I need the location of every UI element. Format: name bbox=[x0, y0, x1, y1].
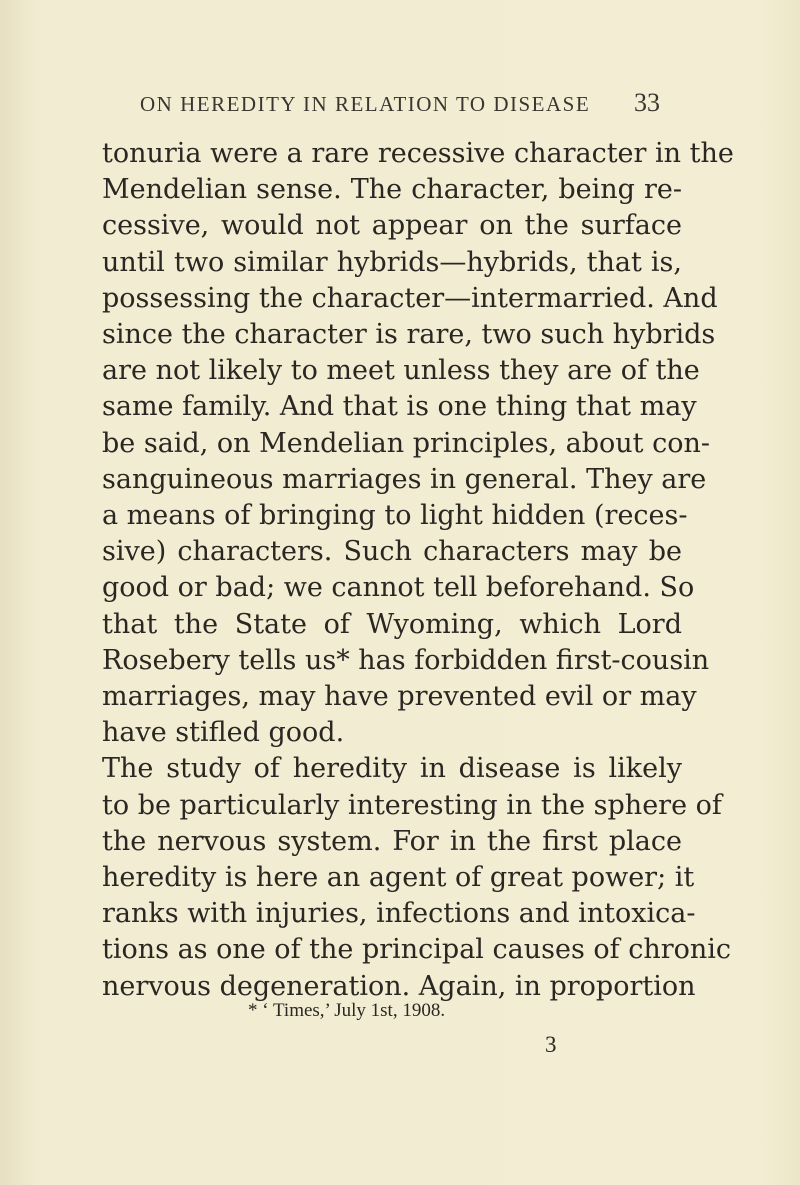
text-line: marriages, may have prevented evil or may bbox=[102, 681, 697, 713]
text-line: Rosebery tells us* has forbidden first-cousin bbox=[102, 644, 710, 676]
text-line: same family. And that is one thing that may bbox=[102, 391, 697, 423]
text-line: that the State of Wyoming, which Lord bbox=[102, 608, 682, 640]
text-line: are not likely to meet unless they are of the bbox=[102, 355, 700, 387]
text-line: to be particularly interesting in the sphere of bbox=[102, 789, 722, 821]
text-line: The study of heredity in disease is likely bbox=[102, 753, 682, 785]
text-line: tions as one of the principal causes of chronic bbox=[102, 934, 732, 966]
page-number: 33 bbox=[634, 88, 660, 117]
text-line: the nervous system. For in the first place bbox=[102, 825, 682, 857]
text-line: heredity is here an agent of great power; it bbox=[102, 862, 695, 894]
text-line: nervous degeneration. Again, in proportion bbox=[102, 970, 696, 1002]
text-line: tonuria were a rare recessive character in the bbox=[102, 138, 734, 169]
text-line: sanguineous marriages in general. They are bbox=[102, 463, 707, 495]
text-line: cessive, would not appear on the surface bbox=[102, 210, 682, 242]
running-head bbox=[140, 88, 660, 118]
text-line: Mendelian sense. The character, being re- bbox=[102, 174, 682, 206]
text-line: possessing the character—intermarried. And bbox=[102, 282, 718, 314]
text-line: be said, on Mendelian principles, about con- bbox=[102, 427, 710, 459]
running-head-title: ON HEREDITY IN RELATION TO DISEASE bbox=[140, 92, 591, 116]
text-line: ranks with injuries, infections and intoxica- bbox=[102, 898, 696, 930]
signature-mark: 3 bbox=[545, 1032, 557, 1057]
text-line: since the character is rare, two such hybrids bbox=[102, 319, 716, 351]
text-line: until two similar hybrids—hybrids, that is, bbox=[102, 246, 682, 278]
body-text bbox=[102, 136, 734, 1005]
text-line: good or bad; we cannot tell beforehand. So bbox=[102, 572, 695, 604]
text-line: sive) characters. Such characters may be bbox=[102, 536, 682, 568]
footnote: * ‘ Times,’ July 1st, 1908. bbox=[248, 1000, 446, 1021]
text-line: have stifled good. bbox=[102, 717, 345, 749]
text-line: a means of bringing to light hidden (reces- bbox=[102, 500, 688, 532]
